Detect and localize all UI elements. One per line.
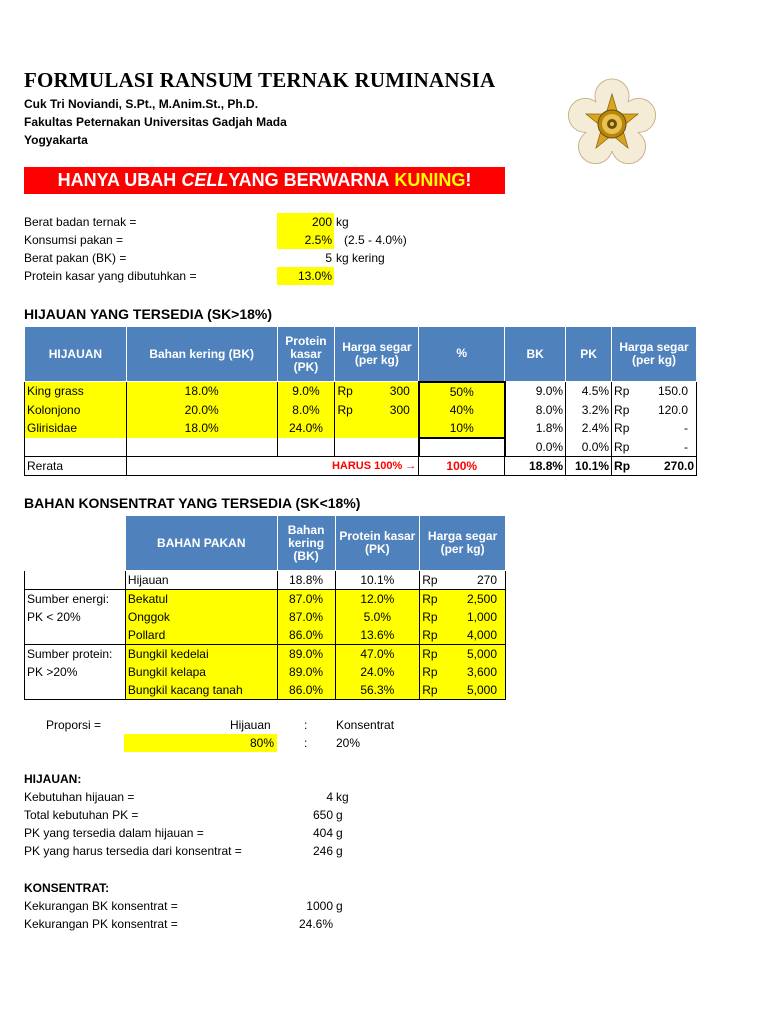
col-header-pk-konsentrat: Protein kasar (PK) [335,516,420,571]
forage-cell-pct[interactable]: 40% [419,401,505,419]
col-header-persen: % [419,327,505,382]
concentrate-cell-price[interactable] [420,645,506,664]
price-value: - [684,421,688,435]
concentrate-cell-name[interactable]: Bungkil kedelai [125,645,277,664]
concentrate-cell-price[interactable] [420,590,506,609]
value-berat-pakan: 5 [325,251,332,265]
calc-label: Kebutuhan hijauan = [24,790,135,804]
calc-value: 4 [326,790,333,804]
forage-cell-pct[interactable]: 10% [419,419,505,438]
note-konsumsi-range: (2.5 - 4.0%) [344,233,407,247]
proporsi-label: Proporsi = [46,718,102,732]
concentrate-cell-pk[interactable]: 24.0% [335,663,420,681]
forage-cell-cprice [612,382,697,401]
forage-cell-name[interactable]: Kolonjono [25,401,127,419]
input-berat-badan[interactable]: 200 [277,213,334,231]
forage-cell-pk[interactable]: 24.0% [277,419,335,438]
forage-rows [25,382,697,457]
concentrate-cell-bk[interactable]: 87.0% [277,608,335,626]
total-bk: 18.8% [505,456,566,475]
total-rp: Rp [614,458,631,473]
concentrate-cell-bk[interactable]: 89.0% [277,645,335,664]
price-value: 3,600 [466,665,497,679]
author-name: Cuk Tri Noviandi, S.Pt., M.Anim.St., Ph.D. [24,97,259,111]
col-header-bk-konsentrat: Bahan kering (BK) [277,516,335,571]
concentrate-row [25,681,506,700]
param-label-berat-pakan: Berat pakan (BK) = [24,251,127,265]
concentrate-group-label: Sumber energi: [25,590,126,609]
input-konsumsi-pakan[interactable]: 2.5% [277,231,334,249]
forage-cell-cprice [612,419,697,438]
forage-cell-bk[interactable]: 18.0% [126,382,277,401]
price-value: 2,500 [466,592,497,606]
concentrate-cell-bk: 18.8% [277,571,335,590]
forage-section-title: HIJAUAN YANG TERSEDIA (SK>18%) [24,306,273,322]
col-header-harga-calc: Harga segar (per kg) [612,327,697,382]
forage-row [25,382,697,401]
currency-label: Rp [422,592,438,606]
forage-total-row [25,456,697,475]
col-header-pk-calc: PK [566,327,612,382]
col-header-hijauan: HIJAUAN [25,327,127,382]
konsentrat-calc-title: KONSENTRAT: [24,881,110,895]
calc-unit: g [336,826,343,840]
price-value: 1,000 [466,610,497,624]
calc-unit: g [336,808,343,822]
total-pk: 10.1% [566,456,612,475]
col-header-bk: Bahan kering (BK) [126,327,277,382]
concentrate-cell-name: Hijauan [125,571,277,590]
forage-cell-pk[interactable]: 9.0% [277,382,335,401]
forage-cell-pk[interactable]: 8.0% [277,401,335,419]
total-pct: 100% [419,456,505,475]
university-logo-icon [566,78,658,170]
forage-cell-pct [419,438,505,457]
forage-row [25,438,697,457]
unit-berat-badan: kg [336,215,349,229]
proporsi-colon-1: : [304,718,308,732]
banner-text-1: HANYA UBAH [57,170,177,190]
concentrate-cell-bk[interactable]: 87.0% [277,590,335,609]
calc-label: PK yang harus tersedia dari konsentrat = [24,844,242,858]
price-value: 4,000 [466,628,497,642]
concentrate-row [25,571,506,590]
forage-cell-cbk: 1.8% [505,419,566,438]
price-value: 150.0 [657,384,688,399]
total-price [612,456,697,475]
calc-label: Kekurangan PK konsentrat = [24,917,178,931]
forage-cell-price [335,438,419,457]
concentrate-group-label: PK < 20% [25,608,126,626]
forage-cell-cpk: 4.5% [566,382,612,401]
concentrate-table [24,515,506,700]
concentrate-group-label [25,626,126,645]
concentrate-cell-price[interactable] [420,608,506,626]
col-header-bk-calc: BK [505,327,566,382]
currency-label: Rp [422,610,438,624]
concentrate-group-label: Sumber protein: [25,645,126,664]
forage-cell-bk [126,438,277,457]
total-price-value: 270.0 [663,458,694,473]
concentrate-cell-name[interactable]: Onggok [125,608,277,626]
col-header-harga: Harga segar (per kg) [335,327,419,382]
concentrate-rows [25,571,506,700]
currency-label: Rp [422,665,438,679]
proporsi-hijauan-label: Hijauan [230,718,271,732]
concentrate-cell-bk[interactable]: 86.0% [277,681,335,700]
calc-unit: g [336,899,343,913]
concentrate-cell-price[interactable] [420,626,506,645]
forage-cell-bk[interactable]: 18.0% [126,419,277,438]
price-value: 120.0 [657,402,688,417]
concentrate-group-label [25,681,126,700]
forage-cell-price[interactable] [335,401,419,419]
concentrate-cell-pk[interactable]: 13.6% [335,626,420,645]
concentrate-cell-pk[interactable]: 56.3% [335,681,420,700]
currency-label: Rp [422,628,438,642]
concentrate-cell-bk[interactable]: 89.0% [277,663,335,681]
proporsi-colon-2: : [304,736,308,750]
institution: Fakultas Peternakan Universitas Gadjah Mada [24,115,287,129]
forage-cell-cbk: 8.0% [505,401,566,419]
price-value: - [684,439,688,454]
input-proporsi-hijauan[interactable]: 80% [124,734,277,752]
calc-value: 650 [312,808,333,822]
forage-row [25,419,697,438]
forage-cell-price[interactable] [335,382,419,401]
param-label-berat-badan: Berat badan ternak = [24,215,137,229]
forage-cell-cpk: 0.0% [566,438,612,457]
concentrate-cell-pk[interactable]: 12.0% [335,590,420,609]
calc-label: PK yang tersedia dalam hijauan = [24,826,204,840]
col-header-pk: Protein kasar (PK) [277,327,335,382]
total-label: Rerata [25,456,127,475]
concentrate-cell-pk[interactable]: 5.0% [335,608,420,626]
forage-cell-bk[interactable]: 20.0% [126,401,277,419]
concentrate-cell-bk[interactable]: 86.0% [277,626,335,645]
currency-label: Rp [614,421,630,435]
concentrate-cell-name[interactable]: Pollard [125,626,277,645]
forage-cell-cprice [612,401,697,419]
concentrate-row [25,663,506,681]
proporsi-konsentrat-label: Konsentrat [336,718,395,732]
price-value: 270 [476,573,497,587]
concentrate-header-blank [25,516,126,571]
forage-cell-name[interactable]: King grass [25,382,127,401]
calc-value: 24.6% [298,917,333,931]
forage-cell-cpk: 2.4% [566,419,612,438]
forage-cell-pk [277,438,335,457]
param-label-protein: Protein kasar yang dibutuhkan = [24,269,197,283]
calc-label: Kekurangan BK konsentrat = [24,899,178,913]
total-note: HARUS 100% → [126,456,418,475]
currency-label: Rp [614,402,630,417]
concentrate-group-label: PK >20% [25,663,126,681]
forage-cell-pct[interactable]: 50% [419,382,505,401]
unit-berat-pakan: kg kering [336,251,385,265]
price-value: 300 [389,384,410,399]
concentrate-row [25,626,506,645]
col-header-bahan-pakan: BAHAN PAKAN [125,516,277,571]
calc-unit: kg [336,790,349,804]
concentrate-cell-pk: 10.1% [335,571,420,590]
banner-text-kuning: KUNING [394,170,466,190]
instruction-banner [24,167,505,194]
calc-label: Total kebutuhan PK = [24,808,139,822]
price-value: 5,000 [466,683,497,697]
forage-row [25,401,697,419]
forage-cell-name[interactable]: Glirisidae [25,419,127,438]
concentrate-row [25,590,506,609]
concentrate-cell-name[interactable]: Bungkil kelapa [125,663,277,681]
concentrate-group-label [25,571,126,590]
concentrate-cell-name[interactable]: Bekatul [125,590,277,609]
currency-label: Rp [422,573,438,587]
currency-label: Rp [337,402,353,417]
forage-cell-cbk: 0.0% [505,438,566,457]
concentrate-cell-name[interactable]: Bungkil kacang tanah [125,681,277,700]
calc-unit: g [336,844,343,858]
city: Yogyakarta [24,133,88,147]
concentrate-cell-pk[interactable]: 47.0% [335,645,420,664]
forage-cell-price[interactable] [335,419,419,438]
currency-label: Rp [337,384,353,399]
forage-cell-cprice [612,438,697,457]
calc-value: 246 [312,844,333,858]
forage-cell-cpk: 3.2% [566,401,612,419]
concentrate-section-title: BAHAN KONSENTRAT YANG TERSEDIA (SK<18%) [24,495,361,511]
price-value: 5,000 [466,647,497,661]
concentrate-cell-price[interactable] [420,663,506,681]
forage-table [24,326,697,476]
calc-value: 1000 [306,899,333,913]
currency-label: Rp [422,647,438,661]
forage-cell-cbk: 9.0% [505,382,566,401]
concentrate-row [25,608,506,626]
input-protein-kasar[interactable]: 13.0% [277,267,334,285]
price-value: 300 [389,402,410,417]
concentrate-row [25,645,506,664]
banner-text-exclaim: ! [465,170,472,190]
proporsi-konsentrat-value: 20% [336,736,361,750]
calc-value: 404 [312,826,333,840]
col-header-harga-konsentrat: Harga segar (per kg) [420,516,506,571]
currency-label: Rp [614,384,630,399]
concentrate-cell-price[interactable] [420,681,506,700]
param-label-konsumsi: Konsumsi pakan = [24,233,124,247]
currency-label: Rp [614,439,630,454]
concentrate-cell-price [420,571,506,590]
hijauan-calc-title: HIJAUAN: [24,772,82,786]
banner-text-2: YANG BERWARNA [228,170,390,190]
forage-cell-name [25,438,127,457]
currency-label: Rp [422,683,438,697]
banner-text-cell: CELL [181,170,229,190]
document-title: FORMULASI RANSUM TERNAK RUMINANSIA [24,68,496,92]
